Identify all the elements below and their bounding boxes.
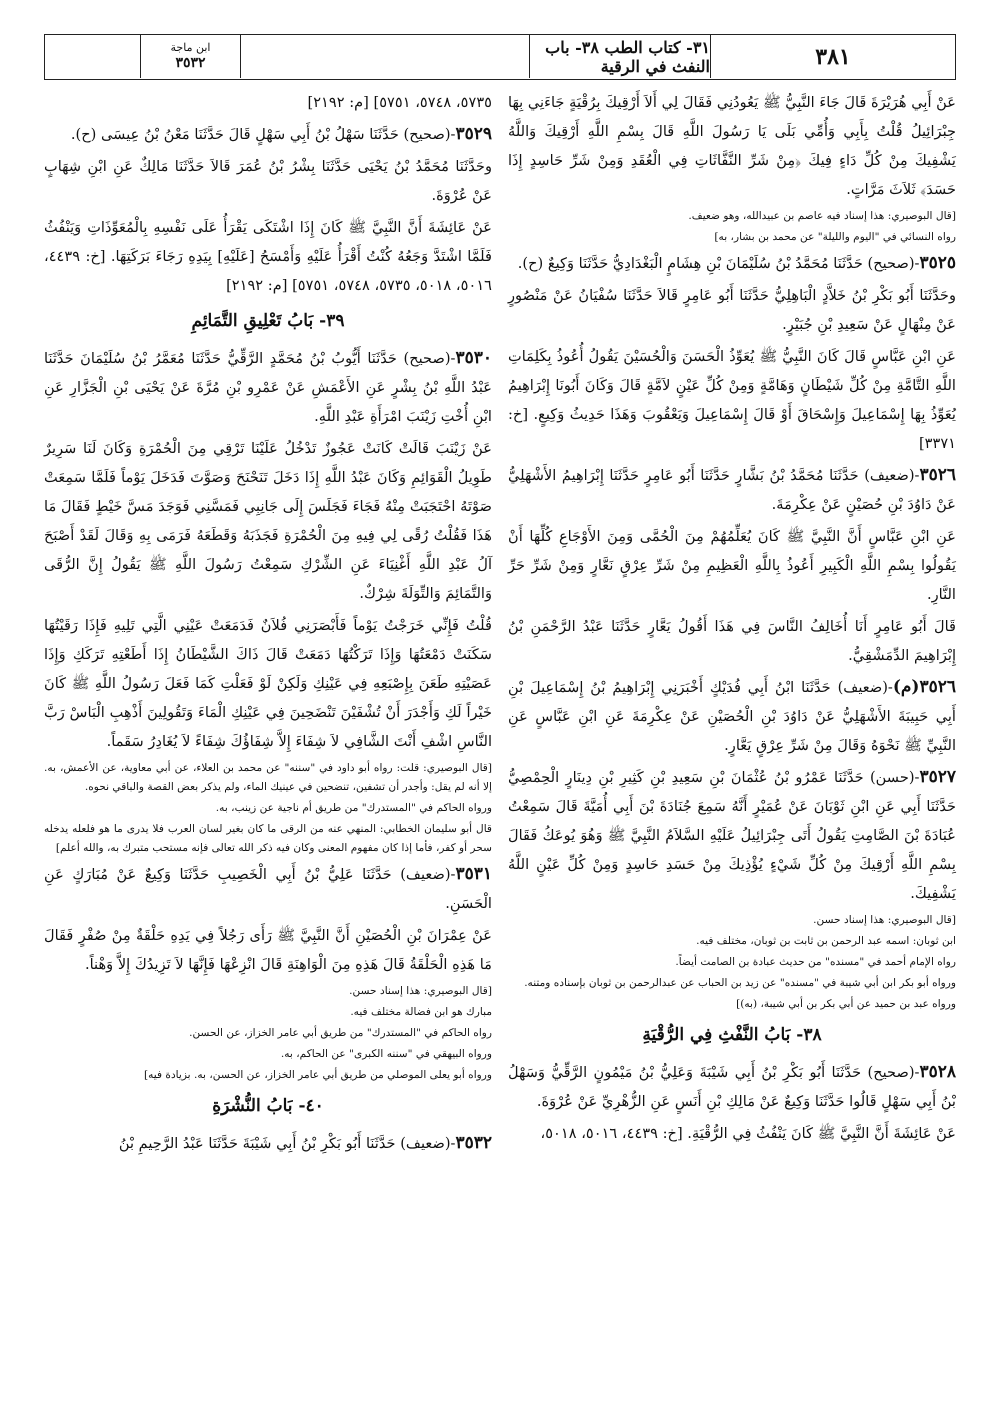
hadith-text: وحَدَّثَنَا أَبُو بَكْرِ بْنُ خَلاَّدٍ الْبَاهِلِيُّ حَدَّثَنَا أَبُو عَامِرٍ قَالاَ حَدَّثَنَا سُفْيَانُ عَنْ مَنْصُورٍ عَنْ مِنْهَالٍ عَنْ سَعِيدِ بْنِ جُبَيْرٍ. — [508, 287, 956, 333]
hadith-paragraph — [508, 612, 956, 670]
hadith-paragraph — [508, 763, 956, 908]
hadith-text: عَنْ زَيْنَبَ قَالَتْ كَانَتْ عَجُوزٌ تَدْخُلُ عَلَيْنَا تَرْقِي مِنَ الْحُمْرَةِ وَكَانَ لَنَا سَرِيرٌ طَوِيلُ الْقَوَائِمِ وَكَانَ عَبْدُ اللَّهِ إِذَا دَخَلَ تَنَحْنَحَ وَصَوَّتَ فَدَخَلَ يَوْماً فَلَمَّا سَمِعَتْ صَوْتَهُ احْتَجَبَتْ مِنْهُ فَجَاءَ فَجَلَسَ إِلَى جَانِبِي فَمَسَّنِي فَوَجَدَ مَسَّ خَيْطٍ فَقَالَ مَا هَذَا فَقُلْتُ رُقًى لِي فِيهِ مِنَ الْحُمْرَةِ فَجَذَبَهُ وَقَطَعَهُ فَرَمَى بِهِ وَقَالَ لَقَدْ أَصْبَحَ آلُ عَبْدِ اللَّهِ أَغْنِيَاءَ عَنِ الشِّرْكِ سَمِعْتُ رَسُولَ اللَّهِ ﷺ يَقُولُ إِنَّ الرُّقَى وَالتَّمَائِمَ وَالتِّوَلَةَ شِرْكٌ. — [44, 440, 492, 602]
page-header — [44, 34, 956, 80]
hadith-number: ٣٥٢٨ — [919, 1062, 956, 1082]
header-corner — [46, 35, 140, 78]
hadith-paragraph — [508, 673, 956, 760]
hadith-text: عَنْ أَبِي هُرَيْرَةَ قَالَ جَاءَ النَّبِيُّ ﷺ يَعُودُنِي فَقَالَ لِي أَلاَ أَرْقِيكَ بِرُقْيَةٍ جَاءَنِي بِهَا جِبْرَائِيلُ قُلْتُ بِأَبِي وَأُمِّي بَلَى يَا رَسُولَ اللَّهِ قَالَ بِسْمِ اللَّهِ أَرْقِيكَ وَاللَّهُ يَشْفِيكَ مِنْ كُلِّ دَاءٍ فِيكَ ﴿مِنْ شَرِّ النَّفَّاثَاتِ فِي الْعُقَدِ وَمِنْ شَرِّ حَاسِدٍ إِذَا حَسَدَ﴾ ثَلاَثَ مَرَّاتٍ. — [508, 94, 956, 198]
hadith-text: عَنِ ابْنِ عَبَّاسٍ قَالَ كَانَ النَّبِيُّ ﷺ يُعَوِّذُ الْحَسَنَ وَالْحُسَيْنَ يَقُولُ أُعُوذُ بِكَلِمَاتِ اللَّهِ التَّامَّةِ مِنْ كُلِّ شَيْطَانٍ وَهَامَّةٍ وَمِنْ كُلِّ عَيْنٍ لاَمَّةٍ قَالَ وَكَانَ أَبُونَا إِبْرَاهِيمُ يُعَوِّذُ بِهَا إِسْمَاعِيلَ وَإِسْحَاقَ أَوْ قَالَ إِسْمَاعِيلَ وَيَعْقُوبَ وَهَذَا حَدِيثُ وَكِيعٍ. [خ: ٣٣٧١] — [508, 348, 956, 452]
hadith-text: عَنْ عَائِشَةَ أَنَّ النَّبِيَّ ﷺ كَانَ يَنْفُثُ فِي الرُّقْيَةِ. [خ: ٤٤٣٩، ٥٠١٦، ٥٠١٨، — [540, 1125, 956, 1142]
page-number: ٣٨١ — [710, 35, 955, 78]
footnote-line: مبارك هو ابن فضالة مختلف فيه. — [350, 1006, 492, 1018]
hadith-text: قُلْتُ فَإِنِّي خَرَجْتُ يَوْماً فَأَبْصَرَنِي فُلاَنٌ فَدَمَعَتْ عَيْنِي الَّتِي تَلِيهِ فَإِذَا رَقَيْتُهَا سَكَنَتْ دَمْعَتُهَا وَإِذَا تَرَكْتُهَا دَمَعَتْ قَالَ ذَاكَ الشَّيْطَانُ إِذَا أَطَعْتِهِ تَرَكَكِ وَإِذَا عَصَيْتِهِ طَعَنَ بِإِصْبَعِهِ فِي عَيْنِكِ وَلَكِنْ لَوْ فَعَلْتِ كَمَا فَعَلَ رَسُولُ اللَّهِ ﷺ كَانَ خَيْراً لَكِ وَأَجْدَرَ أَنْ تُشْفَيْنَ تَنْضَحِينَ فِي عَيْنِكِ الْمَاءَ وَتَقُولِينَ أَذْهِبِ الْبَاسْ رَبَّ النَّاسِ اشْفِ أَنْتَ الشَّافِي لاَ شِفَاءَ إِلاَّ شِفَاؤُكَ شِفَاءً لاَ يُغَادِرُ سَقَماً. — [44, 617, 492, 750]
chapter-heading: ٣٩- بَابُ تَعْلِيقِ التَّمَائِمِ — [191, 311, 345, 331]
hadith-text: -(ضعيف) حَدَّثَنَا ابْنُ أَبِي فُدَيْكٍ أَخْبَرَنِي إِبْرَاهِيمُ بْنُ إِسْمَاعِيلَ بْنِ أَبِي حَبِيبَةَ الأَشْهَلِيُّ عَنْ دَاوُدَ بْنِ الْحُصَيْنِ عَنْ عِكْرِمَةَ عَنِ ابْنِ عَبَّاسٍ عَنِ النَّبِيِّ ﷺ نَحْوَهُ وَقَالَ مِنْ شَرِّ عِرْقٍ يَعَّارٍ. — [508, 679, 956, 754]
hadith-paragraph — [44, 213, 492, 300]
hadith-paragraph — [44, 611, 492, 756]
header-spacer — [240, 35, 530, 78]
hadith-number: ٣٥٢٧ — [919, 767, 956, 787]
source-reference — [140, 35, 240, 78]
hadith-paragraph — [508, 461, 956, 519]
hadith-number: ٣٥٢٥ — [919, 253, 956, 273]
hadith-text: -(صحيح) حَدَّثَنَا أَبُو بَكْرِ بْنُ أَبِي شَيْبَةَ وَعَلِيُّ بْنُ مَيْمُونٍ الرَّقِّيُّ وَسَهْلُ بْنُ أَبِي سَهْلٍ قَالُوا حَدَّثَنَا وَكِيعٌ عَنْ مَالِكِ بْنِ أَنَسٍ عَنِ الزُّهْرِيِّ عَنْ عُرْوَةَ. — [508, 1064, 956, 1110]
hadith-paragraph — [44, 88, 492, 117]
hadith-paragraph — [44, 921, 492, 979]
hadith-number: ٣٥٢٦ — [919, 465, 956, 485]
hadith-paragraph — [508, 281, 956, 339]
hadith-paragraph — [44, 152, 492, 210]
footnote-line: ورواه عبد بن حميد عن أبي بكر بن أبي شيبة، (به)] — [736, 998, 956, 1010]
chapter-heading: ٣٨- بَابُ النَّفْثِ فِي الرُّقْيَةِ — [642, 1025, 822, 1045]
hadith-text: عَنِ ابْنِ عَبَّاسٍ أَنَّ النَّبِيَّ ﷺ كَانَ يُعَلِّمُهُمْ مِنَ الْحُمَّى وَمِنَ الأَوْجَاعِ كُلِّهَا أَنْ يَقُولُوا بِسْمِ اللَّهِ الْكَبِيرِ أَعُوذُ بِاللَّهِ الْعَظِيمِ مِنْ شَرِّ عِرْقٍ نَعَّارٍ وَمِنْ شَرِّ حَرِّ النَّارِ. — [508, 528, 956, 603]
running-title: ٣١- كتاب الطب ٣٨- باب النفث في الرقية — [545, 37, 710, 76]
footnote-line: ورواه أبو بكر ابن أبي شيبة في "مسنده" عن زيد بن الحباب عن عبدالرحمن بن ثوبان بإسناده ومتنه. — [524, 977, 956, 989]
hadith-text: -(ضعيف) حَدَّثَنَا مُحَمَّدُ بْنُ بَشَّارٍ حَدَّثَنَا أَبُو عَامِرٍ حَدَّثَنَا إِبْرَاهِيمُ الأَشْهَلِيُّ عَنْ دَاوُدَ بْنِ حُصَيْنٍ عَنْ عِكْرِمَةَ. — [508, 467, 956, 513]
hadith-text: قَالَ أَبُو عَامِرٍ أَنَا أُخَالِفُ النَّاسَ فِي هَذَا أَقُولُ يَعَّارٍ حَدَّثَنَا عَبْدُ الرَّحْمَنِ بْنُ إِبْرَاهِيمَ الدِّمَشْقِيُّ. — [508, 618, 956, 664]
hadith-paragraph — [44, 120, 492, 149]
hadith-text: -(ضعيف) حَدَّثَنَا عَلِيُّ بْنُ أَبِي الْخَصِيبِ حَدَّثَنَا وَكِيعٌ عَنْ مُبَارَكٍ عَنِ الْحَسَنِ. — [44, 866, 492, 912]
source-name: ابن ماجة — [170, 40, 211, 54]
footnote-line: رواه الإمام أحمد في "مسنده" من حديث عبادة بن الصامت أيضاً. — [675, 956, 956, 968]
footnote-line: [قال البوصيري: هذا إسناد فيه عاصم بن عبيدالله، وهو ضعيف. — [688, 210, 956, 222]
hadith-text: -(صحيح) حَدَّثَنَا سَهْلُ بْنُ أَبِي سَهْلٍ قَالَ حَدَّثَنَا مَعْنُ بْنُ عِيسَى (ح). — [70, 126, 456, 143]
hadith-text: وحَدَّثَنَا مُحَمَّدُ بْنُ يَحْيَى حَدَّثَنَا بِشْرُ بْنُ عُمَرَ قَالاَ حَدَّثَنَا مَالِكٌ عَنِ ابْنِ شِهَابٍ عَنْ عُرْوَةَ. — [44, 158, 492, 204]
hadith-number: ٣٥٢٦(م) — [892, 677, 956, 697]
footnote-line: [قال البوصيري: هذا إسناد حسن. — [349, 985, 492, 997]
hadith-text: -(حسن) حَدَّثَنَا عَمْرُو بْنُ عُثْمَانَ بْنِ سَعِيدِ بْنِ كَثِيرِ بْنِ دِينَارٍ الْحِمْصِيُّ حَدَّثَنَا أَبِي عَنِ ابْنِ ثَوْبَانَ عَنْ عُمَيْرٍ أَنَّهُ سَمِعَ جُنَادَةَ بْنَ أَبِي أُمَيَّةَ قَالَ سَمِعْتُ عُبَادَةَ بْنَ الصَّامِتِ يَقُولُ أَتَى جِبْرَائِيلُ عَلَيْهِ السَّلاَمُ النَّبِيَّ ﷺ وَهُوَ يُوعَكُ فَقَالَ بِسْمِ اللَّهِ أَرْقِيكَ مِنْ كُلِّ شَيْءٍ يُؤْذِيكَ مِنْ حَسَدِ حَاسِدٍ وَمِنْ كُلِّ عَيْنٍ اللَّهُ يَشْفِيكَ. — [508, 769, 956, 902]
hadith-paragraph — [508, 249, 956, 278]
right-column — [508, 88, 956, 1151]
hadith-text: ٥٧٣٥، ٥٧٤٨، ٥٧٥١] [م: ٢١٩٢] — [307, 94, 492, 111]
left-column — [44, 88, 492, 1161]
chapter-heading: ٤٠- بَابُ النُّشْرَةِ — [212, 1096, 324, 1116]
hadith-text: عَنْ عِمْرَانَ بْنِ الْحُصَيْنِ أَنَّ النَّبِيَّ ﷺ رَأَى رَجُلاً فِي يَدِهِ حَلْقَةٌ مِنْ صُفْرٍ فَقَالَ مَا هَذِهِ الْحَلْقَةُ قَالَ هَذِهِ مِنَ الْوَاهِنَةِ قَالَ انْزِعْهَا فَإِنَّهَا لاَ تَزِيدُكَ إِلاَّ وَهْناً. — [44, 927, 492, 973]
hadith-number: ٣٥٢٩ — [455, 124, 492, 144]
hadith-paragraph — [508, 522, 956, 609]
hadith-paragraph — [44, 434, 492, 608]
hadith-number: ٣٥٣٢ — [455, 1133, 492, 1153]
footnote-line: ابن ثوبان: اسمه عبد الرحمن بن ثابت بن ثوبان، مختلف فيه. — [696, 935, 956, 947]
footnote-line: [قال البوصيري: قلت: رواه أبو داود في "سننه" عن محمد بن العلاء، عن أبي معاوية، عن الأعمش، به. إلا أنه لم يقل: وأجدر أن تشفين، تنضحين في عينيك الماء، ولم يذكر بعض القصة والباقي نحوه. — [44, 762, 492, 793]
hadith-paragraph — [44, 344, 492, 431]
hadith-paragraph — [508, 342, 956, 458]
footnote-line: ورواه الحاكم في "المستدرك" من طريق أم ناجية عن زينب، به. — [215, 802, 492, 814]
footnote-line: ورواه البيهقي في "سننه الكبرى" عن الحاكم، به. — [280, 1048, 492, 1060]
footnote-line: رواه النسائي في "اليوم والليلة" عن محمد بن بشار، به] — [714, 231, 956, 243]
source-number: ٣٥٣٢ — [175, 54, 206, 71]
hadith-text: -(ضعيف) حَدَّثَنَا أَبُو بَكْرِ بْنُ أَبِي شَيْبَةَ حَدَّثَنَا عَبْدُ الرَّحِيمِ بْنُ — [118, 1135, 456, 1152]
hadith-number: ٣٥٣١ — [455, 864, 492, 884]
hadith-text: -(صحيح) حَدَّثَنَا أَيُّوبُ بْنُ مُحَمَّدٍ الرَّقِّيُّ حَدَّثَنَا مُعَمَّرُ بْنُ سُلَيْمَانَ حَدَّثَنَا عَبْدُ اللَّهِ بْنُ بِشْرٍ عَنِ الأَعْمَشِ عَنْ عَمْرِو بْنِ مُرَّةَ عَنْ يَحْيَى بْنِ الْجَزَّارِ عَنِ ابْنِ أُخْتِ زَيْنَبَ امْرَأَةِ عَبْدِ اللَّهِ. — [44, 350, 492, 425]
hadith-number: ٣٥٣٠ — [455, 348, 492, 368]
footnote-line: رواه الحاكم في "المستدرك" من طريق أبي عامر الخزاز، عن الحسن. — [189, 1027, 492, 1039]
hadith-paragraph — [508, 88, 956, 204]
footnote-line: ورواه أبو يعلى الموصلي من طريق أبي عامر الخزاز، عن الحسن، به. بزيادة فيه] — [143, 1069, 492, 1081]
hadith-paragraph — [44, 1129, 492, 1158]
hadith-paragraph — [44, 860, 492, 918]
book-page — [44, 28, 956, 1378]
hadith-paragraph — [508, 1058, 956, 1116]
footnote-line: قال أبو سليمان الخطابي: المنهي عنه من الرقى ما كان بغير لسان العرب فلا يدرى ما هو فلعله يدخله سحر أو كفر، فأما إذا كان مفهوم المعنى وكان فيه ذكر الله تعالى فإنه مستحب متبرك به، والله أعلم] — [44, 823, 492, 854]
hadith-text: عَنْ عَائِشَةَ أَنَّ النَّبِيَّ ﷺ كَانَ إِذَا اشْتَكَى يَقْرَأُ عَلَى نَفْسِهِ بِالْمُعَوِّذَاتِ وَيَنْفُثُ فَلَمَّا اشْتَدَّ وَجَعُهُ كُنْتُ أَقْرَأُ عَلَيْهِ وَأَمْسَحُ [عَلَيْهِ] بِيَدِهِ رَجَاءَ بَرَكَتِهَا. [خ: ٤٤٣٩، ٥٠١٦، ٥٠١٨، ٥٧٣٥، ٥٧٤٨، ٥٧٥١] [م: ٢١٩٢] — [44, 219, 492, 294]
hadith-paragraph — [508, 1119, 956, 1148]
hadith-text: -(صحيح) حَدَّثَنَا مُحَمَّدُ بْنُ سُلَيْمَانَ بْنِ هِشَامٍ الْبَغْدَادِيُّ حَدَّثَنَا وَكِيعٌ (ح). — [517, 255, 920, 272]
footnote-line: [قال البوصيري: هذا إسناد حسن. — [813, 914, 956, 926]
